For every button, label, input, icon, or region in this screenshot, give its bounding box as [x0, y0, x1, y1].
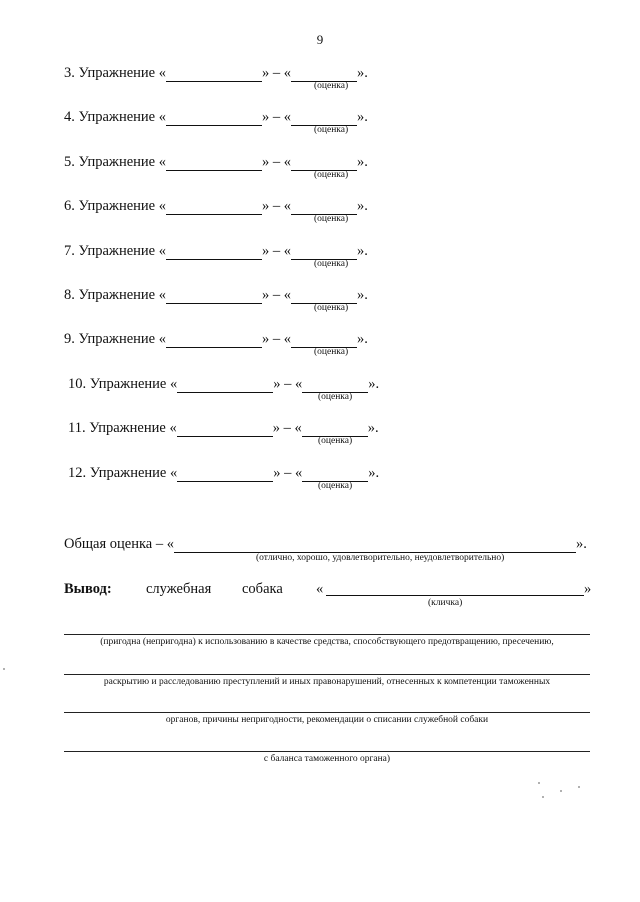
exercise-label: 4. Упражнение «: [64, 109, 166, 126]
exercise-name-blank[interactable]: [166, 200, 262, 215]
exercise-label: 8. Упражнение «: [64, 287, 166, 303]
exercise-label: 9. Упражнение «: [64, 331, 166, 348]
grade-caption: (оценка): [314, 258, 349, 269]
grade-caption: (оценка): [318, 480, 353, 491]
exercise-name-blank[interactable]: [166, 245, 262, 260]
fill-caption-1: (пригодна (непригодна) к использованию в качестве средства, способствующего предотвращению, пресечению,: [100, 637, 554, 647]
exercise-separator: » – «: [261, 242, 291, 259]
fill-line-1[interactable]: [64, 634, 590, 635]
grade-caption: (оценка): [318, 391, 353, 402]
exercise-separator: » – «: [261, 198, 291, 215]
exercise-grade-blank[interactable]: [291, 245, 357, 260]
exercise-grade-blank[interactable]: [302, 422, 368, 437]
total-grade-label: Общая оценка – «: [64, 536, 174, 552]
fill-caption-3: органов, причины непригодности, рекомендации о списании служебной собаки: [165, 715, 489, 725]
exercise-name-blank[interactable]: [166, 333, 262, 348]
exercise-end: ».: [356, 198, 368, 215]
conclusion-label: Вывод:: [64, 581, 112, 597]
exercise-separator: » – «: [273, 375, 303, 392]
fill-line-4[interactable]: [64, 751, 590, 752]
fill-caption-2: раскрытию и расследованию преступлений и иных правонарушений, отнесенных к компетенции таможенных: [103, 677, 551, 687]
exercise-end: ».: [356, 153, 368, 170]
exercise-name-blank[interactable]: [166, 289, 262, 304]
fill-line-2[interactable]: [64, 674, 590, 675]
exercise-name-blank[interactable]: [177, 378, 273, 393]
fill-caption-4: с баланса таможенного органа): [263, 754, 391, 764]
scan-speck: [542, 796, 544, 798]
exercise-name-blank[interactable]: [177, 422, 273, 437]
total-grade-caption: (отличнo, хорошо, удовлетворительно, неудовлетворительно): [256, 553, 505, 563]
exercise-grade-blank[interactable]: [291, 67, 357, 82]
exercise-separator: » – «: [261, 109, 291, 126]
scan-speck: [578, 786, 580, 788]
conclusion-word-service: служебная: [146, 581, 212, 597]
total-grade-end: ».: [575, 536, 587, 552]
exercise-grade-blank[interactable]: [302, 378, 368, 393]
exercise-label: 6. Упражнение «: [64, 198, 166, 215]
exercise-label: 12. Упражнение «: [68, 464, 178, 481]
exercise-grade-blank[interactable]: [291, 200, 357, 215]
exercise-name-blank[interactable]: [166, 67, 262, 82]
exercise-end: ».: [368, 464, 380, 481]
total-grade-row: [64, 535, 587, 553]
exercise-name-blank[interactable]: [166, 111, 262, 126]
page-number: 9: [316, 32, 324, 47]
exercise-grade-blank[interactable]: [302, 467, 368, 482]
exercise-name-blank[interactable]: [177, 467, 273, 482]
exercise-name-blank[interactable]: [166, 156, 262, 171]
exercise-end: ».: [356, 331, 368, 348]
grade-caption: (оценка): [314, 81, 349, 91]
exercise-separator: » – «: [273, 464, 303, 481]
grade-caption: (оценка): [318, 436, 353, 447]
exercise-label: 7. Упражнение «: [64, 242, 166, 259]
dog-name-caption: (кличка): [428, 598, 463, 608]
exercise-separator: » – «: [261, 153, 291, 170]
conclusion-open-quote: «: [316, 581, 324, 597]
exercise-end: ».: [356, 109, 368, 126]
dog-name-blank[interactable]: [326, 582, 584, 596]
scan-speck: [538, 782, 540, 784]
exercise-end: ».: [356, 287, 368, 303]
exercise-label: 5. Упражнение «: [64, 153, 166, 170]
conclusion-close-quote: »: [584, 581, 592, 597]
scan-speck: [560, 790, 562, 792]
exercise-end: ».: [368, 375, 380, 392]
grade-caption: (оценка): [314, 214, 349, 225]
exercise-separator: » – «: [272, 420, 302, 437]
exercise-end: ».: [367, 420, 379, 437]
exercise-label: 3. Упражнение «: [64, 65, 166, 81]
fill-line-3[interactable]: [64, 712, 590, 713]
grade-caption: (оценка): [314, 125, 349, 136]
exercise-separator: » – «: [261, 65, 291, 81]
exercise-label: 10. Упражнение «: [68, 375, 178, 392]
grade-caption: (оценка): [314, 169, 349, 180]
exercise-grade-blank[interactable]: [291, 156, 357, 171]
exercise-separator: » – «: [261, 331, 291, 348]
conclusion-word-dog: собака: [242, 581, 283, 597]
exercise-end: ».: [356, 242, 368, 259]
scan-speck: [3, 668, 5, 670]
exercise-grade-blank[interactable]: [291, 289, 357, 304]
exercise-label: 11. Упражнение «: [68, 420, 177, 437]
exercise-end: ».: [356, 65, 368, 81]
grade-caption: (оценка): [314, 347, 349, 358]
grade-caption: (оценка): [314, 303, 349, 313]
exercise-separator: » – «: [261, 287, 291, 303]
total-grade-blank[interactable]: [174, 538, 576, 553]
